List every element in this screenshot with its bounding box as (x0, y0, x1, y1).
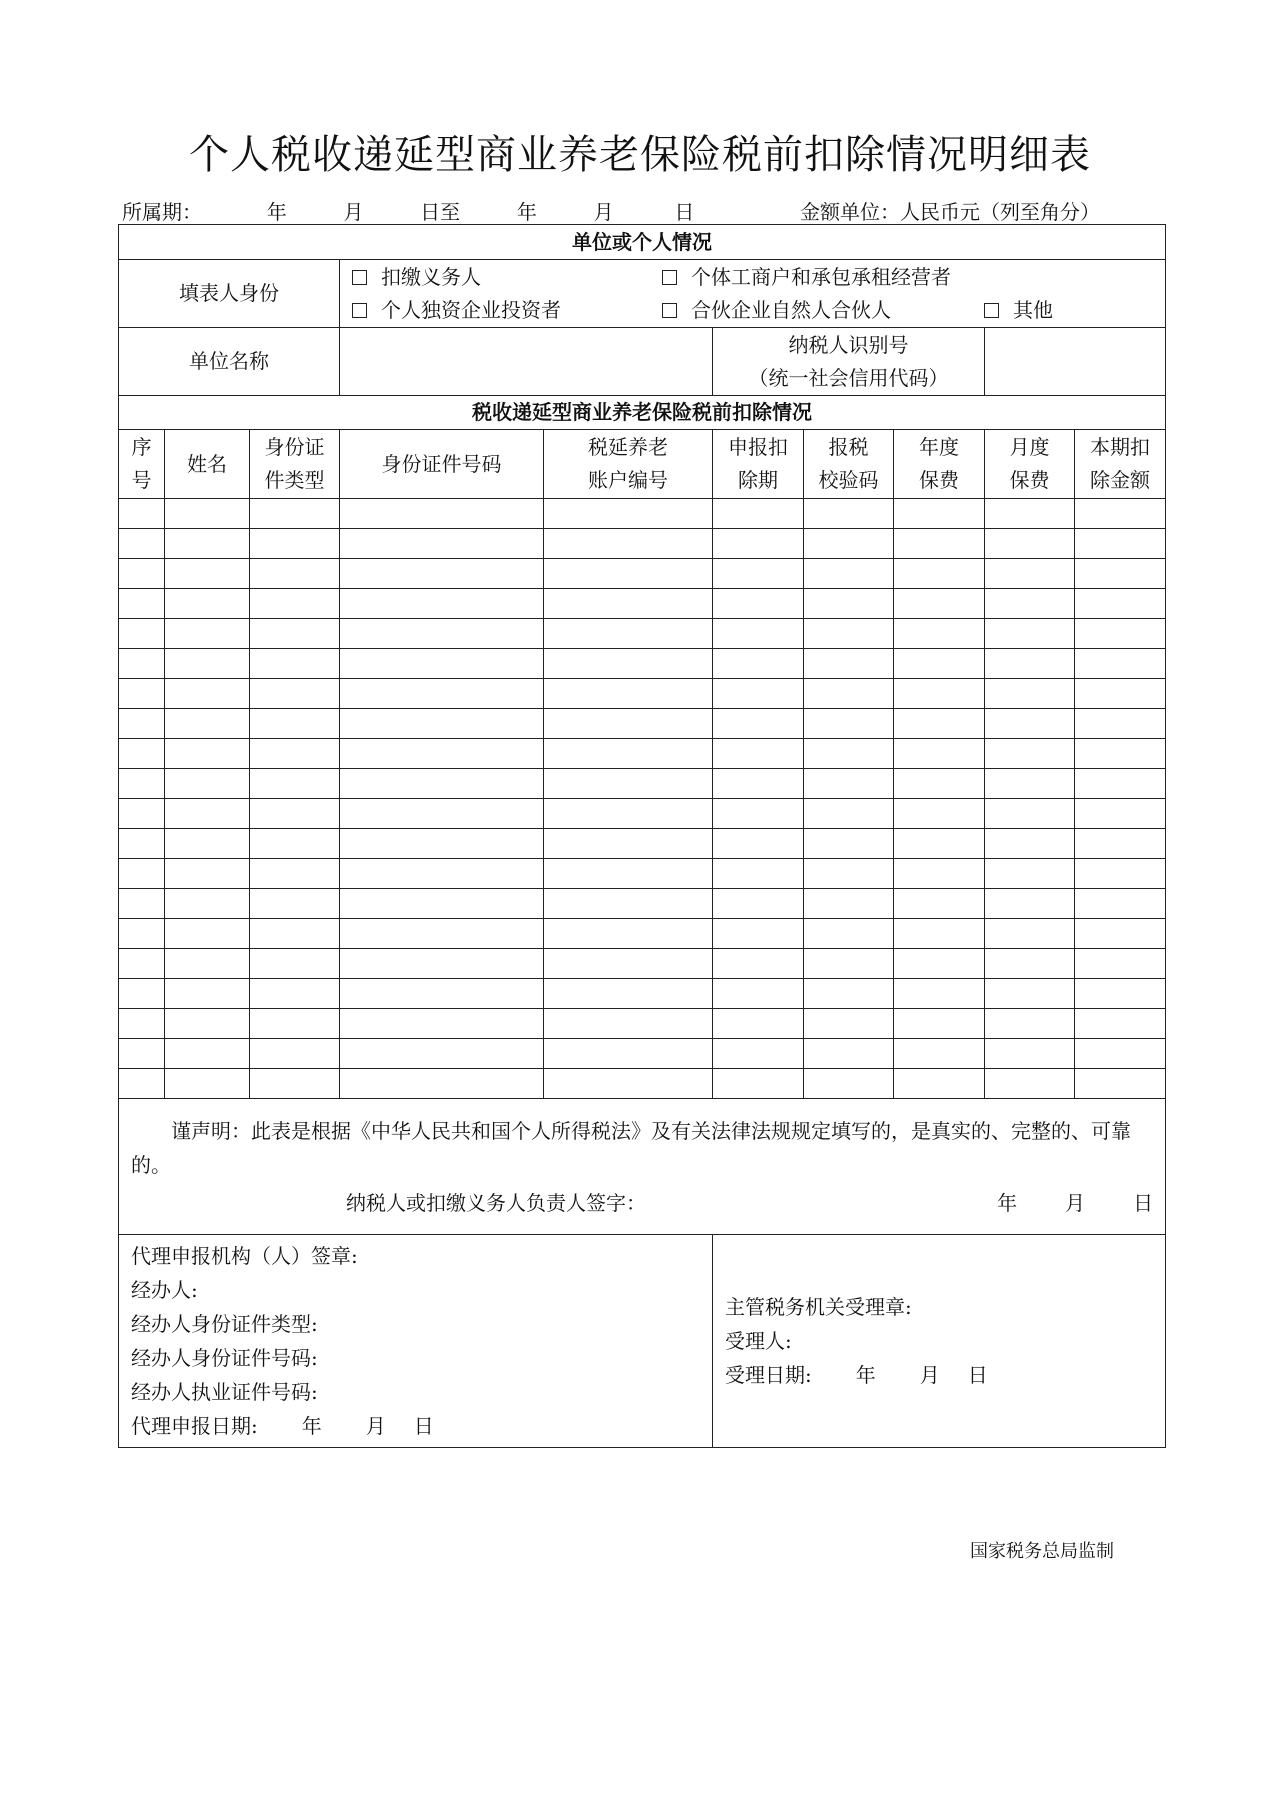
table-cell[interactable] (340, 859, 544, 889)
table-row (119, 499, 1166, 529)
table-row (119, 799, 1166, 829)
table-cell[interactable] (804, 1069, 894, 1099)
table-cell[interactable] (1075, 739, 1166, 769)
table-cell[interactable] (340, 679, 544, 709)
table-cell[interactable] (804, 1039, 894, 1069)
table-row (119, 529, 1166, 559)
table-cell[interactable] (119, 619, 165, 649)
table-cell[interactable] (804, 949, 894, 979)
table-cell[interactable] (985, 769, 1075, 799)
agent-seal-label: 代理申报机构（人）签章: (131, 1244, 358, 1268)
period-field (122, 196, 694, 225)
table-cell[interactable] (985, 1069, 1075, 1099)
table-cell[interactable] (1075, 949, 1166, 979)
table-cell[interactable] (713, 1069, 804, 1099)
table-cell[interactable] (250, 709, 340, 739)
unit-name-field[interactable] (340, 328, 713, 396)
table-row (119, 949, 1166, 979)
table-cell[interactable] (250, 919, 340, 949)
table-cell[interactable] (340, 799, 544, 829)
table-cell[interactable] (713, 919, 804, 949)
table-cell[interactable] (165, 649, 250, 679)
table-row (119, 1039, 1166, 1069)
table-cell[interactable] (544, 559, 713, 589)
table-cell[interactable] (985, 1039, 1075, 1069)
identity-options (340, 260, 1166, 328)
checkbox-icon[interactable] (984, 303, 999, 318)
table-cell[interactable] (165, 769, 250, 799)
table-cell[interactable] (894, 709, 985, 739)
table-cell[interactable] (119, 559, 165, 589)
option-partner[interactable]: 合伙企业自然人合伙人 (662, 294, 984, 327)
column-header: 税延养老 账户编号 (544, 430, 713, 499)
table-cell[interactable] (985, 859, 1075, 889)
table-cell[interactable] (119, 739, 165, 769)
column-header: 身份证 件类型 (250, 430, 340, 499)
table-cell[interactable] (165, 889, 250, 919)
table-cell[interactable] (804, 859, 894, 889)
table-cell[interactable] (544, 529, 713, 559)
table-cell[interactable] (250, 619, 340, 649)
table-cell[interactable] (340, 649, 544, 679)
table-cell[interactable] (985, 979, 1075, 1009)
table-cell[interactable] (1075, 499, 1166, 529)
period-month-end: 月 (593, 200, 614, 224)
table-cell[interactable] (894, 529, 985, 559)
table-cell[interactable] (804, 739, 894, 769)
table-cell[interactable] (804, 649, 894, 679)
table-cell[interactable] (894, 919, 985, 949)
column-header: 序 号 (119, 430, 165, 499)
column-header: 申报扣 除期 (713, 430, 804, 499)
table-cell[interactable] (1075, 649, 1166, 679)
table-row (119, 829, 1166, 859)
table-cell[interactable] (1075, 799, 1166, 829)
authority-receiver-label: 受理人: (725, 1329, 792, 1353)
table-cell[interactable] (340, 829, 544, 859)
table-cell[interactable] (894, 1009, 985, 1039)
table-cell[interactable] (340, 949, 544, 979)
table-cell[interactable] (713, 859, 804, 889)
column-header: 月度 保费 (985, 430, 1075, 499)
table-cell[interactable] (250, 1009, 340, 1039)
table-cell[interactable] (340, 499, 544, 529)
table-cell[interactable] (804, 529, 894, 559)
table-cell[interactable] (119, 859, 165, 889)
table-cell[interactable] (119, 919, 165, 949)
table-row (119, 859, 1166, 889)
table-cell[interactable] (544, 1069, 713, 1099)
checkbox-icon[interactable] (662, 270, 677, 285)
table-cell[interactable] (165, 1039, 250, 1069)
table-cell[interactable] (250, 649, 340, 679)
authority-date: 受理日期: 年 月 日 (725, 1363, 988, 1387)
table-cell[interactable] (250, 1039, 340, 1069)
table-cell[interactable] (804, 769, 894, 799)
table-cell[interactable] (250, 739, 340, 769)
table-cell[interactable] (165, 829, 250, 859)
agent-handler-label: 经办人: (131, 1278, 198, 1302)
table-cell[interactable] (713, 829, 804, 859)
table-cell[interactable] (165, 949, 250, 979)
table-row (119, 619, 1166, 649)
column-header: 年度 保费 (894, 430, 985, 499)
table-cell[interactable] (340, 739, 544, 769)
table-cell[interactable] (250, 559, 340, 589)
table-cell[interactable] (119, 799, 165, 829)
table-cell[interactable] (165, 799, 250, 829)
table-cell[interactable] (544, 589, 713, 619)
table-cell[interactable] (985, 889, 1075, 919)
table-cell[interactable] (713, 499, 804, 529)
table-cell[interactable] (340, 769, 544, 799)
table-cell[interactable] (804, 499, 894, 529)
table-row (119, 1069, 1166, 1099)
table-cell[interactable] (544, 799, 713, 829)
table-cell[interactable] (544, 1009, 713, 1039)
table-row (119, 1009, 1166, 1039)
table-cell[interactable] (119, 679, 165, 709)
table-cell[interactable] (165, 979, 250, 1009)
agent-handler-license-label: 经办人执业证件号码: (131, 1380, 318, 1404)
table-cell[interactable] (985, 739, 1075, 769)
table-cell[interactable] (713, 799, 804, 829)
checkbox-icon[interactable] (352, 270, 367, 285)
table-cell[interactable] (1075, 679, 1166, 709)
taxpayer-id-label: 纳税人识别号 （统一社会信用代码） (713, 328, 985, 396)
table-cell[interactable] (250, 949, 340, 979)
signature-date: 年 月 日 (997, 1190, 1154, 1215)
table-cell[interactable] (804, 889, 894, 919)
table-cell[interactable] (165, 559, 250, 589)
table-cell[interactable] (804, 1009, 894, 1039)
table-cell[interactable] (119, 589, 165, 619)
table-cell[interactable] (1075, 889, 1166, 919)
table-cell[interactable] (165, 859, 250, 889)
table-cell[interactable] (340, 1039, 544, 1069)
table-cell[interactable] (894, 679, 985, 709)
table-cell[interactable] (165, 739, 250, 769)
table-cell[interactable] (544, 919, 713, 949)
table-cell[interactable] (985, 949, 1075, 979)
table-cell[interactable] (894, 739, 985, 769)
table-cell[interactable] (119, 649, 165, 679)
table-cell[interactable] (250, 799, 340, 829)
table-row (119, 919, 1166, 949)
table-cell[interactable] (544, 859, 713, 889)
table-cell[interactable] (804, 589, 894, 619)
table-cell[interactable] (250, 589, 340, 619)
table-cell[interactable] (119, 1009, 165, 1039)
table-cell[interactable] (340, 559, 544, 589)
table-cell[interactable] (340, 1009, 544, 1039)
table-cell[interactable] (894, 649, 985, 679)
table-row (119, 649, 1166, 679)
table-cell[interactable] (165, 679, 250, 709)
table-cell[interactable] (1075, 829, 1166, 859)
table-cell[interactable] (894, 979, 985, 1009)
section-header-deduction: 税收递延型商业养老保险税前扣除情况 (119, 396, 1166, 430)
table-cell[interactable] (1075, 589, 1166, 619)
table-cell[interactable] (985, 1009, 1075, 1039)
table-cell[interactable] (713, 679, 804, 709)
table-cell[interactable] (1075, 529, 1166, 559)
declaration-text: 谨声明：此表是根据《中华人民共和国个人所得税法》及有关法律法规规定填写的，是真实的、完整的、可靠的。 (131, 1118, 1131, 1177)
table-cell[interactable] (985, 709, 1075, 739)
footer-supervision: 国家税务总局监制 (970, 1541, 1114, 1562)
table-cell[interactable] (985, 529, 1075, 559)
table-cell[interactable] (544, 889, 713, 919)
table-cell[interactable] (544, 1039, 713, 1069)
table-cell[interactable] (544, 769, 713, 799)
authority-block (713, 1235, 1166, 1448)
table-cell[interactable] (985, 649, 1075, 679)
table-cell[interactable] (544, 679, 713, 709)
table-cell[interactable] (165, 619, 250, 649)
table-cell[interactable] (119, 709, 165, 739)
option-sole-proprietor[interactable]: 个人独资企业投资者 (352, 294, 662, 327)
agent-handler-id-type-label: 经办人身份证件类型: (131, 1312, 318, 1336)
agent-date: 代理申报日期: 年 月 日 (131, 1414, 434, 1438)
form-table (118, 224, 1166, 1448)
table-cell[interactable] (713, 709, 804, 739)
taxpayer-id-field[interactable] (985, 328, 1166, 396)
table-cell[interactable] (544, 499, 713, 529)
table-cell[interactable] (340, 589, 544, 619)
table-cell[interactable] (713, 1009, 804, 1039)
table-cell[interactable] (165, 1009, 250, 1039)
table-cell[interactable] (804, 559, 894, 589)
table-row (119, 679, 1166, 709)
table-cell[interactable] (544, 739, 713, 769)
option-other[interactable]: 其他 (984, 294, 1053, 327)
table-cell[interactable] (713, 619, 804, 649)
table-cell[interactable] (1075, 859, 1166, 889)
table-cell[interactable] (894, 619, 985, 649)
period-day-end: 日 (674, 200, 695, 224)
table-cell[interactable] (804, 919, 894, 949)
table-row (119, 559, 1166, 589)
table-cell[interactable] (119, 1039, 165, 1069)
table-cell[interactable] (165, 529, 250, 559)
table-cell[interactable] (713, 529, 804, 559)
table-cell[interactable] (165, 1069, 250, 1099)
table-row (119, 979, 1166, 1009)
checkbox-icon[interactable] (662, 303, 677, 318)
table-row (119, 739, 1166, 769)
table-cell[interactable] (804, 619, 894, 649)
table-cell[interactable] (119, 829, 165, 859)
table-cell[interactable] (250, 679, 340, 709)
period-day-start: 日至 (420, 200, 461, 224)
table-cell[interactable] (544, 979, 713, 1009)
table-cell[interactable] (1075, 919, 1166, 949)
table-cell[interactable] (119, 769, 165, 799)
table-cell[interactable] (544, 949, 713, 979)
period-month-start: 月 (343, 200, 364, 224)
table-cell[interactable] (250, 529, 340, 559)
table-cell[interactable] (713, 559, 804, 589)
table-cell[interactable] (804, 979, 894, 1009)
declaration (119, 1099, 1166, 1235)
table-cell[interactable] (119, 949, 165, 979)
table-row (119, 889, 1166, 919)
checkbox-icon[interactable] (352, 303, 367, 318)
table-cell[interactable] (894, 559, 985, 589)
authority-seal-label: 主管税务机关受理章: (725, 1295, 912, 1319)
table-row (119, 709, 1166, 739)
table-cell[interactable] (713, 889, 804, 919)
section-header-unit: 单位或个人情况 (119, 225, 1166, 260)
table-cell[interactable] (250, 499, 340, 529)
table-cell[interactable] (894, 949, 985, 979)
table-cell[interactable] (250, 979, 340, 1009)
table-cell[interactable] (985, 499, 1075, 529)
table-cell[interactable] (894, 799, 985, 829)
table-cell[interactable] (340, 1069, 544, 1099)
signature-label: 纳税人或扣缴义务人负责人签字： (346, 1190, 646, 1215)
table-cell[interactable] (544, 649, 713, 679)
table-cell[interactable] (340, 889, 544, 919)
table-cell[interactable] (119, 979, 165, 1009)
period-label: 所属期： (122, 200, 202, 224)
table-cell[interactable] (544, 709, 713, 739)
table-cell[interactable] (1075, 1039, 1166, 1069)
table-cell[interactable] (165, 919, 250, 949)
table-cell[interactable] (165, 589, 250, 619)
table-cell[interactable] (1075, 1069, 1166, 1099)
table-cell[interactable] (894, 589, 985, 619)
table-cell[interactable] (894, 1069, 985, 1099)
table-cell[interactable] (804, 679, 894, 709)
page-title: 个人税收递延型商业养老保险税前扣除情况明细表 (189, 132, 1091, 178)
table-cell[interactable] (165, 499, 250, 529)
table-cell[interactable] (544, 619, 713, 649)
table-cell[interactable] (250, 859, 340, 889)
column-header-row (119, 430, 1166, 499)
table-row (119, 589, 1166, 619)
table-cell[interactable] (340, 619, 544, 649)
table-cell[interactable] (250, 769, 340, 799)
table-cell[interactable] (1075, 559, 1166, 589)
table-cell[interactable] (340, 529, 544, 559)
table-cell[interactable] (250, 1069, 340, 1099)
column-header: 报税 校验码 (804, 430, 894, 499)
table-cell[interactable] (894, 859, 985, 889)
table-cell[interactable] (985, 679, 1075, 709)
period-year-start: 年 (266, 200, 287, 224)
table-cell[interactable] (340, 709, 544, 739)
table-cell[interactable] (713, 1039, 804, 1069)
amount-unit: 金额单位：人民币元（列至角分） (800, 200, 1100, 224)
table-cell[interactable] (713, 769, 804, 799)
table-cell[interactable] (894, 889, 985, 919)
option-individual-business[interactable]: 个体工商户和承包承租经营者 (662, 261, 951, 294)
table-cell[interactable] (985, 589, 1075, 619)
table-cell[interactable] (1075, 769, 1166, 799)
table-cell[interactable] (985, 919, 1075, 949)
column-header: 身份证件号码 (340, 430, 544, 499)
table-cell[interactable] (713, 589, 804, 619)
table-cell[interactable] (894, 1039, 985, 1069)
table-cell[interactable] (894, 499, 985, 529)
table-cell[interactable] (340, 919, 544, 949)
table-cell[interactable] (119, 529, 165, 559)
table-cell[interactable] (250, 829, 340, 859)
table-cell[interactable] (1075, 1009, 1166, 1039)
table-cell[interactable] (894, 769, 985, 799)
option-withholding-agent[interactable]: 扣缴义务人 (352, 261, 662, 294)
table-cell[interactable] (985, 829, 1075, 859)
agent-handler-id-no-label: 经办人身份证件号码: (131, 1346, 318, 1370)
table-cell[interactable] (1075, 619, 1166, 649)
column-header: 本期扣 除金额 (1075, 430, 1166, 499)
column-header: 姓名 (165, 430, 250, 499)
table-cell[interactable] (119, 889, 165, 919)
table-cell[interactable] (1075, 979, 1166, 1009)
table-cell[interactable] (165, 709, 250, 739)
table-cell[interactable] (544, 829, 713, 859)
table-cell[interactable] (894, 829, 985, 859)
table-cell[interactable] (1075, 709, 1166, 739)
table-cell[interactable] (985, 799, 1075, 829)
table-row (119, 769, 1166, 799)
table-cell[interactable] (985, 559, 1075, 589)
table-cell[interactable] (119, 1069, 165, 1099)
table-cell[interactable] (340, 979, 544, 1009)
table-cell[interactable] (804, 709, 894, 739)
table-cell[interactable] (713, 949, 804, 979)
agent-block (119, 1235, 713, 1448)
period-year-end: 年 (516, 200, 537, 224)
unit-name-label: 单位名称 (119, 328, 340, 396)
table-cell[interactable] (713, 649, 804, 679)
table-cell[interactable] (713, 739, 804, 769)
table-cell[interactable] (804, 829, 894, 859)
table-cell[interactable] (119, 499, 165, 529)
identity-label: 填表人身份 (119, 260, 340, 328)
table-cell[interactable] (713, 979, 804, 1009)
table-cell[interactable] (250, 889, 340, 919)
table-cell[interactable] (985, 619, 1075, 649)
table-cell[interactable] (804, 799, 894, 829)
